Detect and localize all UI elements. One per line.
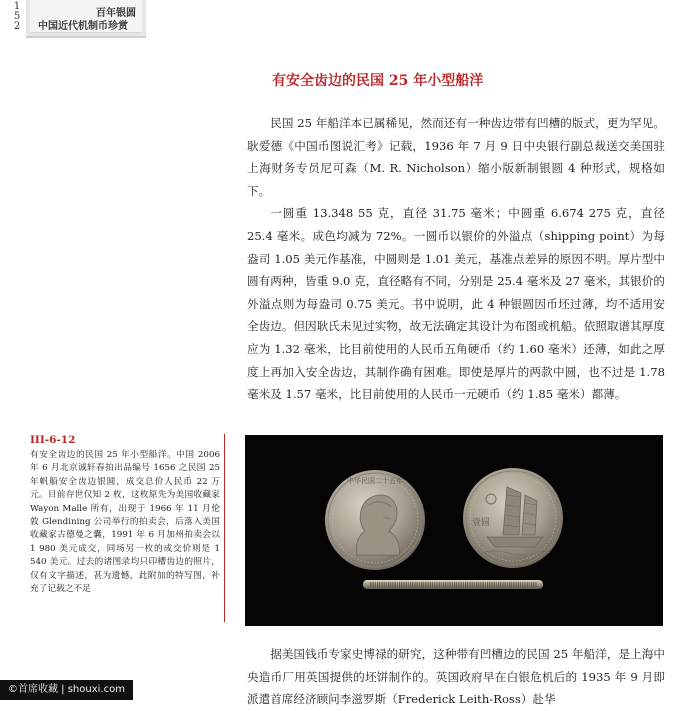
coin-reverse: [463, 468, 563, 568]
book-subtitle: 中国近代机制币珍赏: [38, 21, 128, 32]
running-header: [26, 0, 146, 38]
figure-code: III-6-12: [30, 434, 76, 446]
site-watermark: ©首席收藏 | shouxi.com: [0, 680, 133, 700]
article-body-continued: [247, 643, 665, 711]
coin-edge: [363, 580, 543, 589]
article-title: 有安全齿边的民国 25 年小型船洋: [272, 73, 484, 89]
article-body: [247, 112, 665, 406]
body-paragraph: 据美国钱币专家史博禄的研究，这种带有凹槽边的民国 25 年船洋，是上海中央造币厂用英国提供的坯饼制作的。英国政府早在白银危机后的 1935 年 9 月即派遣首席经济顾问李滋罗斯（Frederick Leith-Ross）赴华: [247, 647, 665, 707]
page-number: [12, 2, 22, 32]
caption-divider: [224, 434, 225, 622]
coin-photograph: [245, 435, 663, 626]
body-paragraph: 民国 25 年船洋本已属稀见，然而还有一种齿边带有凹槽的版式，更为罕见。耿爱德《中国币图说汇考》记载，1936 年 7 月 9 日中央银行副总裁送交美国驻上海财务专员尼可森（M. R. Nicholson）缩小版新制银圆 4 种形式，规格如下。: [247, 116, 665, 198]
page-number-digit: 2: [13, 21, 21, 32]
book-title: 百年银圆: [96, 8, 136, 19]
body-paragraph: 一圆重 13.348 55 克，直径 31.75 毫米；中圆重 6.674 275 克，直径 25.4 毫米。成色均减为 72%。一圆币以银价的外溢点（shipping point）为每盎司 1.05 美元作基准，中圆则是 1.01 美元，基准点差异的原因不明。厚片型中圆有两种，皆重 9.0 克，直径略有不同，分别是 25.4 毫米及 27 毫米，其银价的外溢点则为每盎司 0.75 美元。书中说明，此 4 种银圆因币坯过薄，均不适用安全齿边。但因耿氏未见过实物，故无法确定其设计为布图或机船。依照取谱其厚度应为 1.32 毫米，比目前使用的人民币五角硬币（约 1.60 毫米）还薄，如此之厚度上再加入安全齿边，其制作确有困难。即使是厚片的两款中圆，也不过是 1.78 毫米及 1.57 毫米，比目前使用的人民币一元硬币（约 1.85 毫米）都薄。: [247, 206, 665, 402]
reverse-legend: 壹圆: [471, 518, 491, 528]
running-header-panel: [30, 0, 142, 33]
page-number-digit: 1: [13, 1, 21, 12]
figure-caption: 有安全齿边的民国 25 年小型船洋。中国 2006 年 6 月北京诚轩春拍出品编号 1656 之民国 25 年帆船安全齿边银圆，成交总价人民币 22 万元。目前存世仅知 2 枚，这枚原先为美国收藏家 Wayon Malle 所有，出现于 1966 年 11 月伦敦 Glendining 公司举行的拍卖会，后落入美国收藏家古德曼之囊，1991 年 6 月加州拍卖会以 1 980 美元成交，同场另一枚的成交价则是 1 540 美元。过去的诸图录均只印槽齿边的照片，仅有文字描述，甚为遗憾，此附加的特写图，补充了记载之不足: [30, 450, 220, 595]
obverse-legend: 中华民国二十五年: [347, 477, 403, 485]
coin-obverse: [325, 470, 425, 570]
page-number-digit: 5: [13, 11, 21, 22]
coin-illustration: [245, 435, 663, 626]
